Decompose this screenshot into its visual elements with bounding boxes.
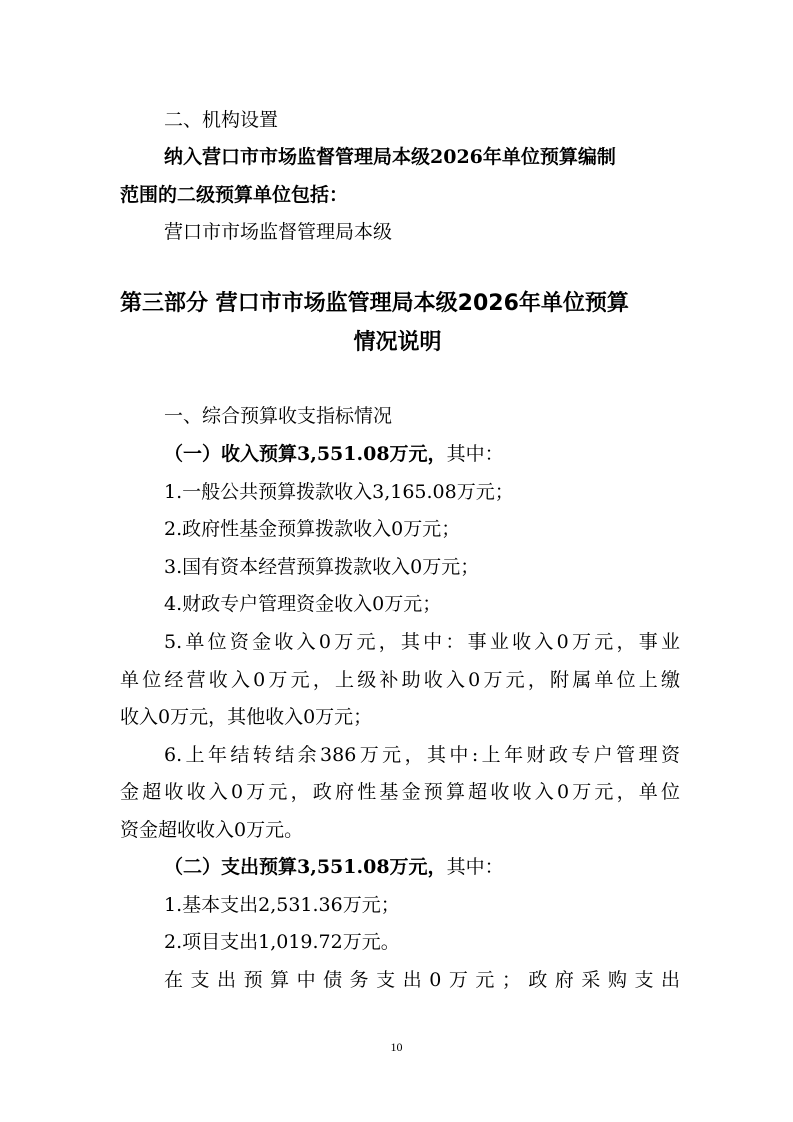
expense-note: 在支出预算中债务支出0万元；政府采购支出 (164, 969, 680, 991)
income-heading-bold: （一）收入预算3,551.08万元， (164, 443, 447, 465)
part-heading-line-2: 情况说明 (353, 330, 442, 355)
part-heading-line-1: 第三部分 营口市市场监管理局本级2026年单位预算 (120, 291, 629, 316)
expense-heading (164, 855, 680, 879)
expense-heading-bold: （二）支出预算3,551.08万元， (164, 856, 447, 878)
income-item-4: 4.财政专户管理资金收入0万元； (164, 593, 442, 615)
income-item-3: 3.国有资本经营预算拨款收入0万元； (164, 556, 480, 578)
income-heading-rest: 其中： (446, 443, 504, 465)
expense-item-2: 2.项目支出1,019.72万元。 (164, 931, 400, 953)
expense-item-1: 1.基本支出2,531.36万元； (164, 894, 400, 916)
income-item-6-line-3: 资金超收收入0万元。 (120, 819, 304, 841)
expense-heading-rest: 其中： (446, 856, 504, 878)
org-section-title: 二、机构设置 (164, 109, 279, 131)
income-item-2: 2.政府性基金预算拨款收入0万元； (164, 518, 461, 540)
income-item-1: 1.一般公共预算拨款收入3,165.08万元； (164, 481, 514, 503)
income-item-6-line-1: 6.上年结转结余386万元，其中:上年财政专户管理资 (164, 744, 680, 766)
income-item-5-line-1: 5.单位资金收入0万元，其中：事业收入0万元，事业 (164, 631, 680, 653)
org-intro-line-2: 范围的二级预算单位包括： (120, 184, 349, 206)
org-intro-line-1: 纳入营口市市场监督管理局本级2026年单位预算编制 (164, 146, 616, 168)
org-unit-name: 营口市市场监督管理局本级 (164, 221, 393, 243)
income-heading (164, 442, 680, 466)
summary-title: 一、综合预算收支指标情况 (164, 405, 393, 427)
income-item-5-line-2: 单位经营收入0万元，上级补助收入0万元，附属单位上缴 (120, 669, 680, 691)
page-number: 10 (390, 1040, 403, 1054)
income-item-5-line-3: 收入0万元，其他收入0万元； (120, 706, 373, 728)
income-item-6-line-2: 金超收收入0万元，政府性基金预算超收收入0万元，单位 (120, 781, 680, 803)
